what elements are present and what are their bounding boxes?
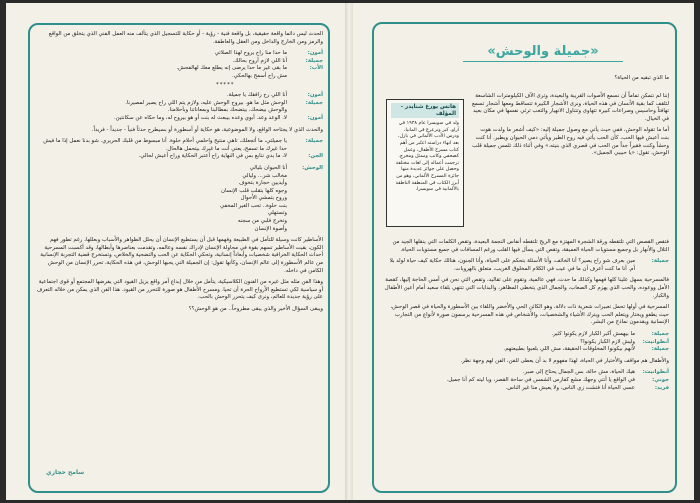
dialog-text: ما بيهمش أكبر الكبار لازم يكونوا كثير.	[551, 330, 635, 337]
poem-text: بنت حلوة.. تحب الغير المخفي	[220, 202, 287, 209]
dialog-line	[383, 258, 669, 273]
author-box-body: ولد في سويسرا عام ١٩٣٨ في آراو، كبر وترعرع في المانيا، ودرس الأدب الألماني في بازل، بعد انهاء دراسته اعتُبر من أهم كتاب مسرح الأطفال، وعمل كصحفي وكاتب وممثل ومخرج. ترجمت أعماله إلى لغات مختلفة وحصل على جوائز عديدة منها جائزة المسرح الألماني، وهو من أبرز الكتاب في المنطقة الناطقة بالألمانية في سويسرا.	[395, 121, 459, 193]
right-intro-paragraph: إننا لم نتمكن تماماً أن نسمع الأصوات القريبة والبعيدة، وترى الآف الكيلومترات الشاسعة لتلقف كما بقية الأنسان في هذه الحياة، ونرى الأشجار الكبيرة تتساقط ومعها أشجار تسمع تهافتاً وحاسيس وصراعات كبيرة تتهاوى وتتناول الانهيار والتعب ترثي نفسها في مكان بعيد في الخيال.	[471, 93, 669, 122]
dialog-line	[383, 377, 669, 385]
poem-line	[36, 173, 323, 181]
dialog-line	[383, 331, 669, 339]
speaker-label: جميلة:	[651, 330, 669, 337]
left-paragraph-2: والحدث الذي لا يجتاحه الواقع، ولا الموضوعية، هو حكاية أو أسطورة أو بسيطرح حدثاً فنياً - جديداً - فريداً.	[91, 126, 323, 133]
closing-question: ويبقى السؤال الأخير والذي يبقى مطروحاً.. من هو الوحش؟؟	[188, 306, 323, 312]
dialog-line	[36, 73, 323, 81]
poem-text: وأصوة الإنسان	[254, 225, 287, 232]
poem-line	[36, 203, 323, 211]
poem-text: وأيديين حجارة بتخوف	[239, 180, 287, 187]
author-signature: سامح حجازي	[46, 469, 85, 476]
poem-text: وتخرج فلبي من سجنه	[237, 218, 287, 225]
speaker-label: الأب:	[309, 65, 323, 72]
left-paragraph-4: وهذا الفن مثله مثل غيره من الفنون الكلاسيكية، يتأمل من خلال إبداع أمر واقع يزيل القيود التي يفرضها المجتمع أو قوى اجتماعية أو سياسية لكي تستطيع الأرواح الحرة أن تحيا. ومسرح الأطفال هو صورة للتحرر من القيود. هذا الفن الذي يمكن من خلاله التعرف على رؤية جديدة للعالم، ونرى كيف يتحرر الوحش بالحب.	[36, 279, 323, 301]
dialog-text: مش راح أسمح بهالحكي.	[231, 72, 287, 79]
dialog-text: في الواقع يا أنتي وجهك مشع كفارس الشمس في ساحة القصر، ويا ليته كم أنا جميل.	[446, 376, 635, 383]
dialog-text: مين بعرف شو راح يصير؟ أنا الخائف، وأنا الأسئلة بتحكم على الحياة، وأنا الجنون، هنالك حكاية كيف حياة لولد بلا أم. أنا ما كنت أعرف أن ما في عيب في الكلام المخلوق الغريب، متعلق بالهروبات.	[389, 258, 635, 272]
dialog-text: لأنهم بيكونوا المخلوقات الحقيقة، مش اللي بلعبوا بطبيعتهم.	[503, 346, 635, 353]
speaker-label: جميلة:	[305, 57, 323, 64]
speaker-label: جوني:	[652, 376, 669, 383]
speaker-label: جميلة:	[305, 99, 323, 106]
poem-line	[36, 218, 323, 226]
left-intro-paragraph: الحدث ليس دائما واقعة حقيقية، بل واقعة فنية - رؤية - أو حكاية للتسجيل الذي يتألف منه العمل الفني الذي يتخلق من الواقع والرمز ومن الخارج والداخل ومن العقل والعاطفة.	[48, 31, 323, 45]
speaker-label: أمون:	[307, 92, 323, 99]
poem-line	[36, 210, 323, 218]
right-question	[383, 75, 669, 87]
dialog-line	[383, 385, 669, 393]
right-dialog-block-1	[383, 258, 669, 273]
speaker-label: جميلة:	[305, 138, 323, 145]
poem-text: مخالب شر... وليالي	[242, 172, 287, 179]
poem-line	[36, 180, 323, 188]
dialog-text: هيك الحياة، مش حالة، بس الجمال يحتاج إلى صبر.	[522, 369, 635, 376]
right-paragraph-1: فتقص القصص التي تلتقطه ورقة الشجرة المهتزة مع الريح تلتقطه أنفاس النجمة البعيدة، وتقص الكلمات التي ينقلها الجيد من التلال والأنهار بل وجميع مستويات الحياة العميقة، وتقص التي يسأل فيها القلب ورغم المسافات في جميع مستويات الحياة.	[392, 239, 669, 253]
dialog-line	[383, 346, 669, 354]
dialog-text: ما بقى غير ما حدا يرضى إنه يطلع معك لهالفحش.	[176, 65, 287, 72]
dialog-line	[36, 107, 323, 115]
speaker-label: الوحش:	[302, 164, 323, 171]
poem-text: أنا الحيوان بليالي	[249, 164, 287, 171]
dialog-text: ما حدا منا راح يروح لهذا الصلاتي	[214, 50, 287, 57]
book-gutter	[345, 3, 353, 500]
dialog-text: وليش لازم الكبار يكونوا؟	[580, 338, 635, 345]
right-dialog-block-2	[383, 331, 669, 354]
author-box-title: هانس يورغ شنايدر - المؤلف	[391, 103, 459, 118]
poem-line	[36, 165, 323, 173]
speaker-label	[287, 107, 323, 115]
dialog-text: لا. الوعد وعد. أبوي وعده بيبعث له بنت أو هو بيروح له، وما حكاه عن سكانتين.	[113, 114, 287, 121]
poem-text: وتستهلي	[267, 210, 287, 217]
left-page-text	[36, 31, 323, 318]
speaker-label: أنطوانيت:	[642, 338, 669, 345]
dialog-block-2	[36, 92, 323, 122]
dialog-text: والوحش بيضحك، بيتضحك بمطالبنا وبمعاناتنا وبأحلامنا.	[167, 107, 287, 114]
speaker-label: جميلة:	[651, 346, 669, 353]
dialog-block-3	[36, 138, 323, 161]
left-paragraph-3: الأساطير كانت وسيلة للتأمل في الطبيعة وفهمها قبل أن يستطيع الإنسان أن يحلل الظواهر والأسباب وبعللها، رغم تطور فهم الكون، بقيت الأساطير تسهم بقوة في محاولة الإنسان لإدراك نفسه وعالمه، وتقدمت بعناصرها وأبطالها، وقد أكسبت المسرحية أحداث الحكاية الخرافية شخصيات وأبعاداً إنسانية، وتحكي الحكاية عن الحب والتضحية والخلاص، وتستخرج قضية التجربة الإنسانية من عالم الأسطورة إلى عالم الإنسان، وكأنها تقول: إن الجميلة التي يحبها الوحش، في هذه الحكاية، تحرر الإنسان من الوحش الكامن في داخله.	[40, 237, 323, 274]
book-spread	[6, 3, 694, 500]
poem-line	[36, 226, 323, 234]
right-dialog-block-3	[383, 369, 669, 392]
dialog-text: أنا اللي لازم أروح بحالك.	[232, 57, 287, 64]
poem-line	[36, 195, 323, 203]
speaker-label: جميلة:	[651, 258, 669, 265]
right-paragraph-3: المسرحية في أولها تحمل تعبيرات شعرية ذات دلالة، وهو الكائن الحي والأخضر واللقاء بين الأسطورة والحياة في قصر الوحش، حيث يطفو ويختار ويتعلم الحب ويترك الأشياء والشخصيات، والأشخاص في هذه المسرحية يرسمون صورة لأنواع من التجارب الإنسانية ويقدمون نماذج من البشر.	[390, 304, 669, 326]
dialog-line	[383, 369, 669, 377]
dialog-text: أنا اللي رح رافقك يا جميلة.	[226, 92, 287, 99]
poem-text: وروح بتمشي الأحوال	[240, 195, 287, 202]
dialog-line	[36, 115, 323, 123]
speaker-label: فريد:	[654, 384, 669, 391]
play-title: «جميلة والوحش»	[487, 44, 599, 59]
dialog-text: عسى الحياة أنا فتشت زي الناس، ولا يعيش منا غير الناس.	[505, 384, 635, 391]
speaker-label: أمون:	[307, 114, 323, 121]
title-underline	[463, 61, 623, 62]
question-text: ما الذي تبقيه من الحياة؟	[614, 75, 669, 81]
dialog-line	[36, 50, 323, 58]
dialog-line	[36, 92, 323, 100]
right-paragraph-4: والأطفال هم مواقف والأختيار في الحياة، لهذا مفهوم لا بد أن يعطى للفن، الفن لهم وجهة نظر.	[460, 357, 669, 364]
dialog-line	[36, 153, 323, 161]
dialog-text: الوحش مثل ما هو. بيروح الوحش عليه، ولازم يتم اللي راح يصير لمصيرنا.	[125, 99, 287, 106]
right-page	[353, 3, 694, 500]
right-top-column	[471, 93, 669, 162]
speaker-label: أمون:	[307, 50, 323, 57]
right-bottom-column	[383, 239, 669, 392]
beast-poem	[36, 165, 323, 233]
dialog-line	[36, 138, 323, 153]
dialog-line	[36, 65, 323, 73]
dialog-text: يا جميلتي، ما أتجعلك، تاهي منتيح واحلمي أحلام حلوة. أنا مبسوط من قلبك الحريري. شو بدنا نعمل إذا ما فيش حدا غيرك ما تسمح، يعني أنت ما غيرك بيتحمل هالحال.	[43, 138, 287, 152]
right-intro-paragraph-2: أما ما تقوله الوحش، ففي حيث يأتي مع وصول جميلة إليه: «كيف أشعر ما ولدت هوت بنت أعيش فيها الحب، كأن الحب يأتي فيه روح الطير ويأتي دمي الحيوان ويطير. أنا كنت وحشاً وكنت فقيراً جداً من الحب في قصري الذي بنيته.» وفي أثناء ذلك تلمس جميلة قلب الوحش، تقول: «يا حبيبي الجميل».	[472, 127, 669, 157]
left-page	[6, 3, 346, 500]
dialog-block-1	[36, 50, 323, 80]
right-paragraph-2: فالمسرحية بسهل علينا كلها فهمها وكذلك ما حدث، فهي عالمية، وتقوم على تقاليد، وتقص التي نحن في أمس الحاجة إليها، كقصة الأمل ووعوده، والحب الذي يهزم كل الصعاب، والجمال الذي يتخطى المظاهر، والبدايات التي تنتهي بلقاء سعيد أمام أعين الأطفال والكبار.	[384, 277, 669, 299]
dialog-text: لا، ما بدي نتابع بس في النهاية راح أعتبر الحكاية وراح أعيش لحالي.	[138, 153, 287, 160]
poem-text: وجوه كلها بتقلب قلب الإنسان	[221, 187, 287, 194]
author-info-box	[386, 99, 464, 227]
speaker-label: الجن:	[308, 153, 323, 160]
speaker-label	[287, 73, 323, 81]
dialog-line	[36, 58, 323, 66]
dialog-line	[383, 339, 669, 347]
speaker-label: أنطوانيت:	[642, 369, 669, 376]
section-divider-stars: *****	[216, 81, 235, 88]
